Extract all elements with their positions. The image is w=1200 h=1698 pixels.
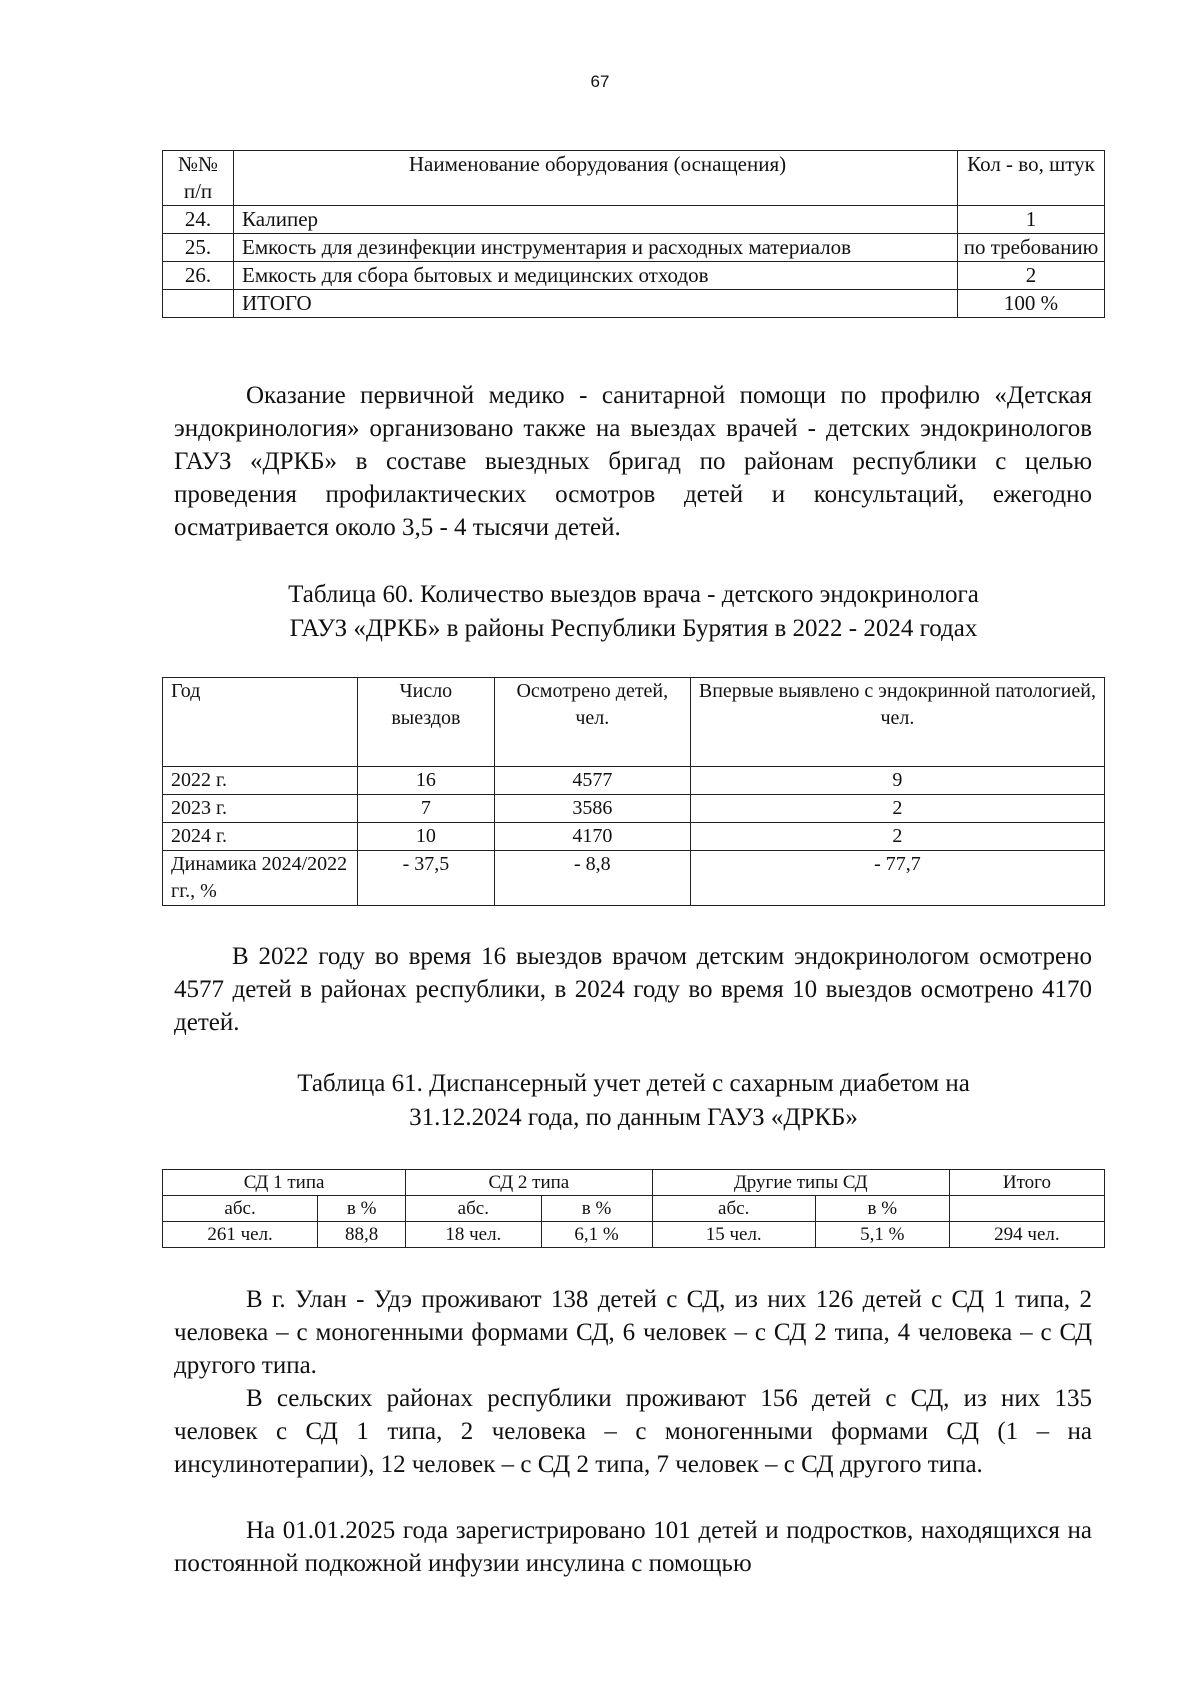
paragraph-rural: В сельских районах республики проживают 156 детей с СД, из них 135 человек с СД 1 типа, 2 человека – с моногенными формами СД (1 – на инсулинотерапии), 12 человек – с СД 2 типа, 7 человек – с СД другого типа.: [174, 1385, 1092, 1478]
header-sd2: СД 2 типа: [406, 1170, 652, 1196]
subheader-abs: абс.: [652, 1196, 815, 1222]
table-row: [163, 823, 1105, 851]
table-group-header-row: [163, 1170, 1105, 1196]
cell-trips: 16: [358, 767, 495, 795]
table-dynamics-row: [163, 851, 1105, 906]
subheader-pct: в %: [318, 1196, 406, 1222]
cell-year: 2022 г.: [163, 767, 358, 795]
header-year: Год: [163, 678, 358, 767]
row-qty: 2: [958, 262, 1105, 290]
cell-year: 2023 г.: [163, 795, 358, 823]
equipment-table: [162, 150, 1105, 318]
subheader-pct: в %: [815, 1196, 949, 1222]
subheader-abs: абс.: [163, 1196, 318, 1222]
cell-year: 2024 г.: [163, 823, 358, 851]
cell-sd1-abs: 261 чел.: [163, 1222, 318, 1248]
cell-detected: - 77,7: [690, 851, 1104, 906]
subheader-total: [949, 1196, 1104, 1222]
cell-other-abs: 15 чел.: [652, 1222, 815, 1248]
subheader-pct: в %: [541, 1196, 652, 1222]
paragraph-ulan-ude: В г. Улан - Удэ проживают 138 детей с СД, из них 126 детей с СД 1 типа, 2 человека – с моногенными формами СД, 6 человек – с СД 2 типа, 4 человека – с СД другого типа.: [174, 1286, 1092, 1379]
cell-examined: - 8,8: [494, 851, 690, 906]
header-trips: Число выездов: [358, 678, 495, 767]
row-name: Калипер: [234, 206, 958, 234]
row-num: 24.: [163, 206, 234, 234]
header-num: №№ п/п: [163, 151, 234, 206]
table-row: [163, 795, 1105, 823]
table61: [162, 1169, 1105, 1248]
cell-examined: 4170: [494, 823, 690, 851]
table60-caption-line1: Таблица 60. Количество выездов врача - детского эндокринолога: [288, 581, 979, 608]
table-row: [163, 234, 1105, 262]
cell-trips: - 37,5: [358, 851, 495, 906]
cell-total: 294 чел.: [949, 1222, 1104, 1248]
table-row: [163, 262, 1105, 290]
paragraph-trips-summary: В 2022 году во время 16 выездов врачом детским эндокринологом осмотрено 4577 детей в районах республики, в 2024 году во время 10 выездов осмотрено 4170 детей.: [174, 943, 1092, 1036]
header-detected: Впервые выявлено с эндокринной патологией, чел.: [690, 678, 1104, 767]
row-qty: 100 %: [958, 290, 1105, 318]
cell-trips: 7: [358, 795, 495, 823]
table60-caption: [162, 578, 1105, 646]
cell-sd2-abs: 18 чел.: [406, 1222, 541, 1248]
cell-trips: 10: [358, 823, 495, 851]
cell-sd2-pct: 6,1 %: [541, 1222, 652, 1248]
row-num: 26.: [163, 262, 234, 290]
table-total-row: [163, 290, 1105, 318]
table60-caption-line2: ГАУЗ «ДРКБ» в районы Республики Бурятия в 2022 - 2024 годах: [289, 615, 978, 642]
table61-caption-line2: 31.12.2024 года, по данным ГАУЗ «ДРКБ»: [409, 1104, 858, 1131]
subheader-abs: абс.: [406, 1196, 541, 1222]
row-qty: по требованию: [958, 234, 1105, 262]
paragraph-outreach: Оказание первичной медико - санитарной помощи по профилю «Детская эндокринология» организовано также на выездах врачей - детских эндокринологов ГАУЗ «ДРКБ» в составе выездных бригад по районам республики с целью проведения профилактических осмотров детей и консультаций, ежегодно осматривается около 3,5 - 4 тысячи детей.: [174, 382, 1092, 541]
table-header-row: [163, 151, 1105, 206]
table-row: [163, 1222, 1105, 1248]
table61-caption: [162, 1067, 1105, 1135]
table-row: [163, 767, 1105, 795]
cell-sd1-pct: 88,8: [318, 1222, 406, 1248]
header-sd1: СД 1 типа: [163, 1170, 406, 1196]
header-qty: Кол - во, штук: [958, 151, 1105, 206]
cell-detected: 9: [690, 767, 1104, 795]
cell-year: Динамика 2024/2022 гг., %: [163, 851, 358, 906]
cell-detected: 2: [690, 823, 1104, 851]
row-name: ИТОГО: [234, 290, 958, 318]
table-header-row: [163, 678, 1105, 767]
row-name: Емкость для дезинфекции инструментария и расходных материалов: [234, 234, 958, 262]
header-name: Наименование оборудования (оснащения): [234, 151, 958, 206]
cell-examined: 3586: [494, 795, 690, 823]
header-examined: Осмотрено детей, чел.: [494, 678, 690, 767]
table60: [162, 677, 1105, 906]
paragraph-insulin-pump: На 01.01.2025 года зарегистрировано 101 детей и подростков, находящихся на постоянной подкожной инфузии инсулина с помощью: [174, 1517, 1092, 1577]
cell-detected: 2: [690, 795, 1104, 823]
table-sub-header-row: [163, 1196, 1105, 1222]
row-name: Емкость для сбора бытовых и медицинских отходов: [234, 262, 958, 290]
header-total: Итого: [949, 1170, 1104, 1196]
header-sd-other: Другие типы СД: [652, 1170, 949, 1196]
table-row: [163, 206, 1105, 234]
table61-caption-line1: Таблица 61. Диспансерный учет детей с сахарным диабетом на: [297, 1070, 970, 1097]
row-qty: 1: [958, 206, 1105, 234]
cell-examined: 4577: [494, 767, 690, 795]
row-num: [163, 290, 234, 318]
cell-other-pct: 5,1 %: [815, 1222, 949, 1248]
page-number: 67: [590, 72, 610, 91]
row-num: 25.: [163, 234, 234, 262]
